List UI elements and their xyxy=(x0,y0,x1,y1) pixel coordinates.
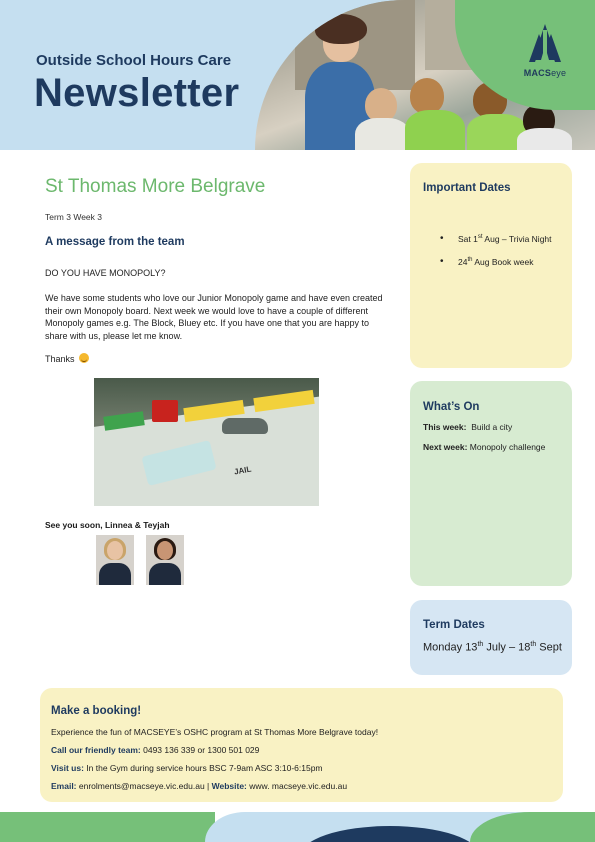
monopoly-photo xyxy=(94,378,319,506)
smiley-icon xyxy=(79,353,89,363)
logo-wordmark: MACSeye xyxy=(523,68,567,78)
this-week-line: This week: Build a city xyxy=(423,422,513,432)
whats-on-box xyxy=(410,381,572,586)
thanks-line xyxy=(45,353,390,366)
paragraph-question: DO YOU HAVE MONOPOLY? xyxy=(45,268,166,278)
macseye-logo xyxy=(517,22,573,86)
whats-on-title: What’s On xyxy=(423,401,480,413)
header-title: Newsletter xyxy=(34,71,240,115)
term-dates-box xyxy=(410,600,572,675)
jail-label: JAIL xyxy=(233,464,252,477)
list-item: • 24th Aug Book week xyxy=(440,257,552,267)
important-dates-title: Important Dates xyxy=(423,182,511,194)
staff-photo-linnea xyxy=(96,535,134,585)
header-banner xyxy=(0,0,595,150)
term-dates-text: Monday 13th July – 18th Sept xyxy=(423,641,562,654)
footer-decoration xyxy=(0,812,595,842)
next-week-line: Next week: Monopoly challenge xyxy=(423,442,546,452)
booking-phone: Call our friendly team: 0493 136 339 or 1300 501 029 xyxy=(51,745,260,755)
staff-photo-teyjah xyxy=(146,535,184,585)
sign-off: See you soon, Linnea & Teyjah xyxy=(45,520,170,530)
important-dates-list xyxy=(440,234,552,280)
message-heading: A message from the team xyxy=(45,236,185,248)
booking-title: Make a booking! xyxy=(51,705,142,717)
email-link[interactable]: enrolments@macseye.vic.edu.au | xyxy=(76,781,212,791)
header-subtitle: Outside School Hours Care xyxy=(36,52,232,69)
booking-box xyxy=(40,688,563,802)
term-dates-title: Term Dates xyxy=(423,619,485,631)
term-week: Term 3 Week 3 xyxy=(45,212,103,222)
website-link[interactable]: www. macseye.vic.edu.au xyxy=(246,781,348,791)
paragraph-body: We have some students who love our Junior Monopoly game and have even created their own Monopoly board. Next week we would love to have a couple of different Monopoly games e.g. The Block, Bluey etc. If you have one that you are happy to share with us, please let me know. xyxy=(45,293,383,341)
macseye-logo-icon xyxy=(523,22,567,66)
booking-intro: Experience the fun of MACSEYE’s OSHC program at St Thomas More Belgrave today! xyxy=(51,727,379,737)
booking-contact: Email: enrolments@macseye.vic.edu.au | Website: www. macseye.vic.edu.au xyxy=(51,781,348,791)
list-item: • Sat 1st Aug – Trivia Night xyxy=(440,234,552,244)
booking-visit: Visit us: In the Gym during service hours BSC 7-9am ASC 3:10-6:15pm xyxy=(51,763,323,773)
thanks-text: Thanks xyxy=(45,354,75,364)
school-name: St Thomas More Belgrave xyxy=(45,176,266,197)
important-dates-box xyxy=(410,163,572,368)
